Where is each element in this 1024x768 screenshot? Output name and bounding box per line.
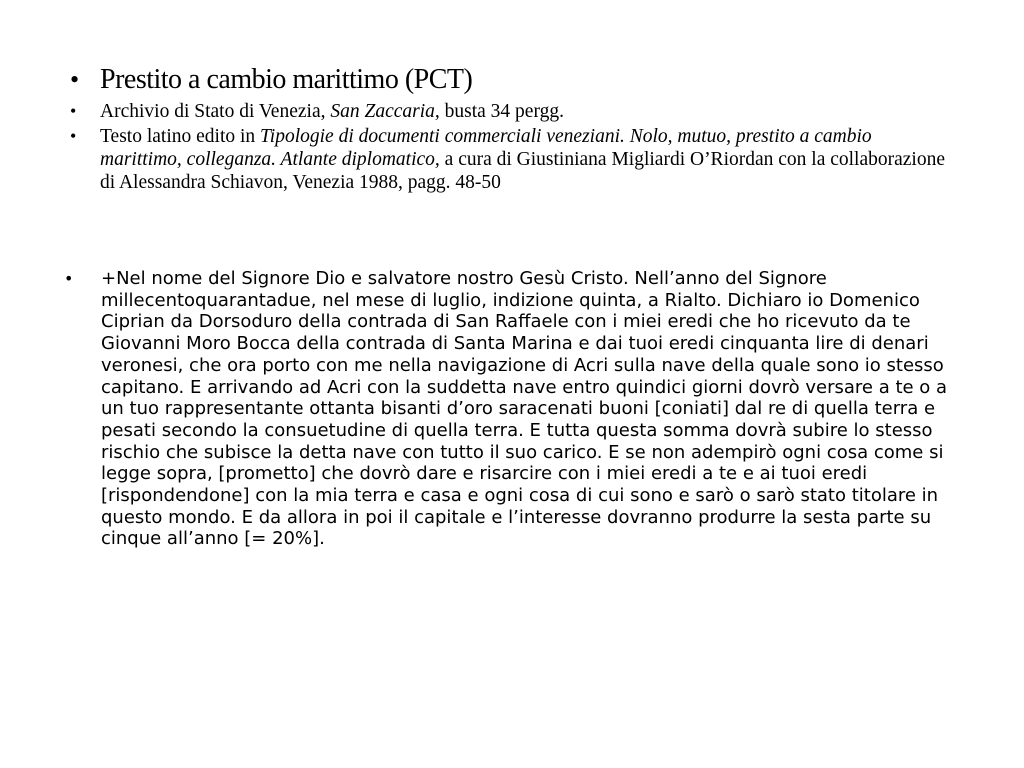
- archive-source-item: [58, 100, 958, 123]
- translation-list: [58, 268, 968, 550]
- bullet-icon: •: [70, 65, 79, 94]
- slide-heading: [58, 62, 958, 98]
- archive-source-prefix: Archivio di Stato di Venezia,: [100, 101, 331, 122]
- bullet-icon: •: [64, 269, 74, 288]
- edition-suffix: a cura di Giustiniana Migliardi O’Riordan con la collaborazione di Alessandra Schiavon, Venezia 1988, pagg. 48-50: [100, 149, 946, 193]
- edition-prefix: Testo latino edito in: [100, 126, 261, 147]
- bullet-icon: •: [70, 101, 77, 121]
- archive-source-suffix: busta 34 pergg.: [439, 101, 564, 122]
- edition-title: Tipologie di documenti commerciali veneziani. Nolo, mutuo, prestito a cambio marittimo, colleganza. Atlante diplomatico,: [100, 126, 872, 170]
- bullet-icon: •: [70, 126, 77, 146]
- heading-text: Prestito a cambio marittimo (PCT): [100, 64, 473, 95]
- translation-text: +Nel nome del Signore Dio e salvatore nostro Gesù Cristo. Nell’anno del Signore millecentoquarantadue, nel mese di luglio, indizione quinta, a Rialto. Dichiaro io Domenico Ciprian da Dorsoduro della contrada di San Raffaele con i miei eredi che ho ricevuto da te Giovanni Moro Bocca della contrada di Santa Marina e dai tuoi eredi cinquanta lire di denari veronesi, che ora porto con me nella navigazione di Acri sulla nave della quale sono io stesso capitano. E arrivando ad Acri con la suddetta nave entro quindici giorni dovrò versare a te o a un tuo rappresentante ottanta bisanti d’oro saracenati buoni [coniati] dal re di quella terra e pesati secondo la consuetudine di quella terra. E tutta questa somma dovrà subire lo stesso rischio che subisce la detta nave con tutto il suo carico. E se non adempirò ogni cosa come si legge sopra, [prometto] che dovrò dare e risarcire con i miei eredi a te e ai tuoi eredi [rispondendone] con la mia terra e casa e ogni cosa di cui sono e sarò o sarò stato titolare in questo mondo. E da allora in poi il capitale e l’interesse dovranno produrre la sesta parte su cinque all’anno [= 20%].: [101, 268, 948, 550]
- translation-item: [58, 268, 968, 550]
- document-info-list: [58, 62, 958, 194]
- edition-reference-item: [58, 125, 958, 194]
- archive-source-fund: San Zaccaria,: [330, 101, 440, 122]
